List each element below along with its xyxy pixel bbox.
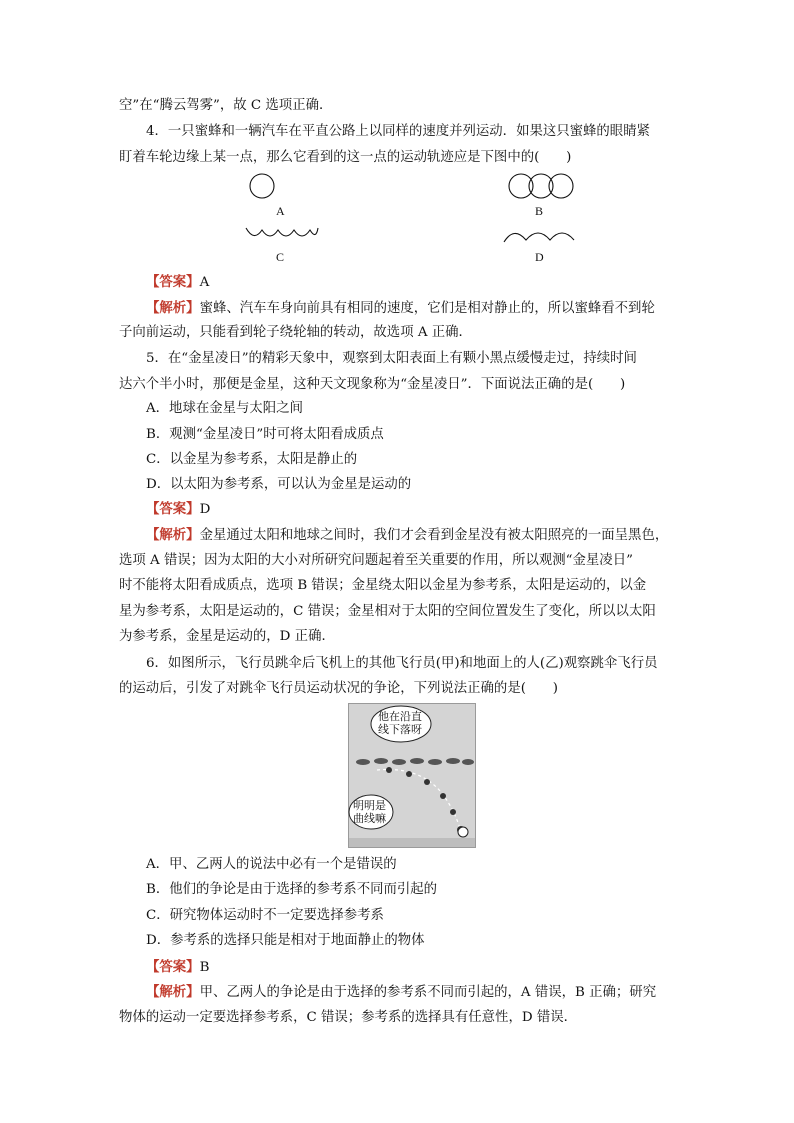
analysis-6-line-1: 【解析】甲、乙两人的争论是由于选择的参考系不同而引起的，A 错误，B 正确；研究 [146, 984, 657, 1000]
option-label-a: A [276, 204, 285, 218]
q5-option-a: A．地球在金星与太阳之间 [146, 401, 303, 416]
answer-4: 【答案】A [146, 274, 210, 290]
question-4-line-2: 盯着车轮边缘上某一点，那么它看到的这一点的运动轨迹应是下图中的( ) [119, 150, 572, 165]
analysis-5-line-2: 选项 A 错误；因为太阳的大小对所研究问题起着至关重要的作用，所以观测“金星凌日” [119, 553, 633, 568]
analysis-4-line-1: 【解析】蜜蜂、汽车车身向前具有相同的速度，它们是相对静止的，所以蜜蜂看不到轮 [146, 300, 655, 316]
option-label-b: B [535, 204, 544, 218]
option-label-c: C [276, 250, 285, 264]
q6-option-b: B．他们的争论是由于选择的参考系不同而引起的 [146, 882, 438, 897]
bubble-top-text: 他在沿直 线下落呀 [378, 710, 422, 736]
analysis-4-line-2: 子向前运动，只能看到轮子绕轮轴的转动，故选项 A 正确． [119, 325, 472, 340]
analysis-5-line-4: 星为参考系，太阳是运动的，C 错误；金星相对于太阳的空间位置发生了变化，所以以太阳 [119, 604, 656, 619]
q5-option-b: B．观测“金星凌日”时可将太阳看成质点 [146, 427, 384, 442]
q5-option-d: D．以太阳为参考系，可以认为金星是运动的 [146, 477, 412, 492]
analysis-5-line-3: 时不能将太阳看成质点，选项 B 错误；金星绕太阳以金星为参考系，太阳是运动的，以金 [119, 578, 647, 593]
q5-option-c: C．以金星为参考系，太阳是静止的 [146, 452, 358, 467]
trajectory-b-figure [508, 172, 574, 202]
line-1: 空”在“腾云驾雾”，故 C 选项正确． [119, 98, 333, 113]
question-6-line-2: 的运动后，引发了对跳伞飞行员运动状况的争论，下列说法正确的是( ) [119, 681, 558, 696]
bubble-bottom-text: 明明是 曲线嘛 [353, 799, 386, 825]
analysis-6-line-2: 物体的运动一定要选择参考系，C 错误；参考系的选择具有任意性，D 错误． [119, 1010, 577, 1025]
question-6-line-1: 6．如图所示，飞行员跳伞后飞机上的其他飞行员(甲)和地面上的人(乙)观察跳伞飞行员 [146, 656, 658, 671]
trajectory-c-figure [244, 224, 320, 244]
answer-5: 【答案】D [146, 501, 211, 517]
trajectory-a-figure [248, 172, 278, 202]
q6-option-a: A．甲、乙两人的说法中必有一个是错误的 [146, 857, 397, 872]
answer-6: 【答案】B [146, 959, 210, 975]
question-4-line-1: 4．一只蜜蜂和一辆汽车在平直公路上以同样的速度并列运动．如果这只蜜蜂的眼睛紧 [146, 124, 650, 139]
q6-option-d: D．参考系的选择只能是相对于地面静止的物体 [146, 933, 425, 948]
analysis-5-line-1: 【解析】金星通过太阳和地球之间时，我们才会看到金星没有被太阳照亮的一面呈黑色， [146, 527, 669, 543]
parachute-cartoon [348, 703, 476, 848]
question-5-line-2: 达六个半小时，那便是金星，这种天文现象称为“金星凌日”．下面说法正确的是( ) [119, 377, 626, 392]
analysis-5-line-5: 为参考系，金星是运动的，D 正确． [119, 629, 335, 644]
question-5-line-1: 5．在“金星凌日”的精彩天象中，观察到太阳表面上有颗小黑点缓慢走过，持续时间 [146, 351, 637, 366]
q6-option-c: C．研究物体运动时不一定要选择参考系 [146, 908, 384, 923]
trajectory-d-figure [502, 226, 578, 246]
option-label-d: D [535, 250, 544, 264]
